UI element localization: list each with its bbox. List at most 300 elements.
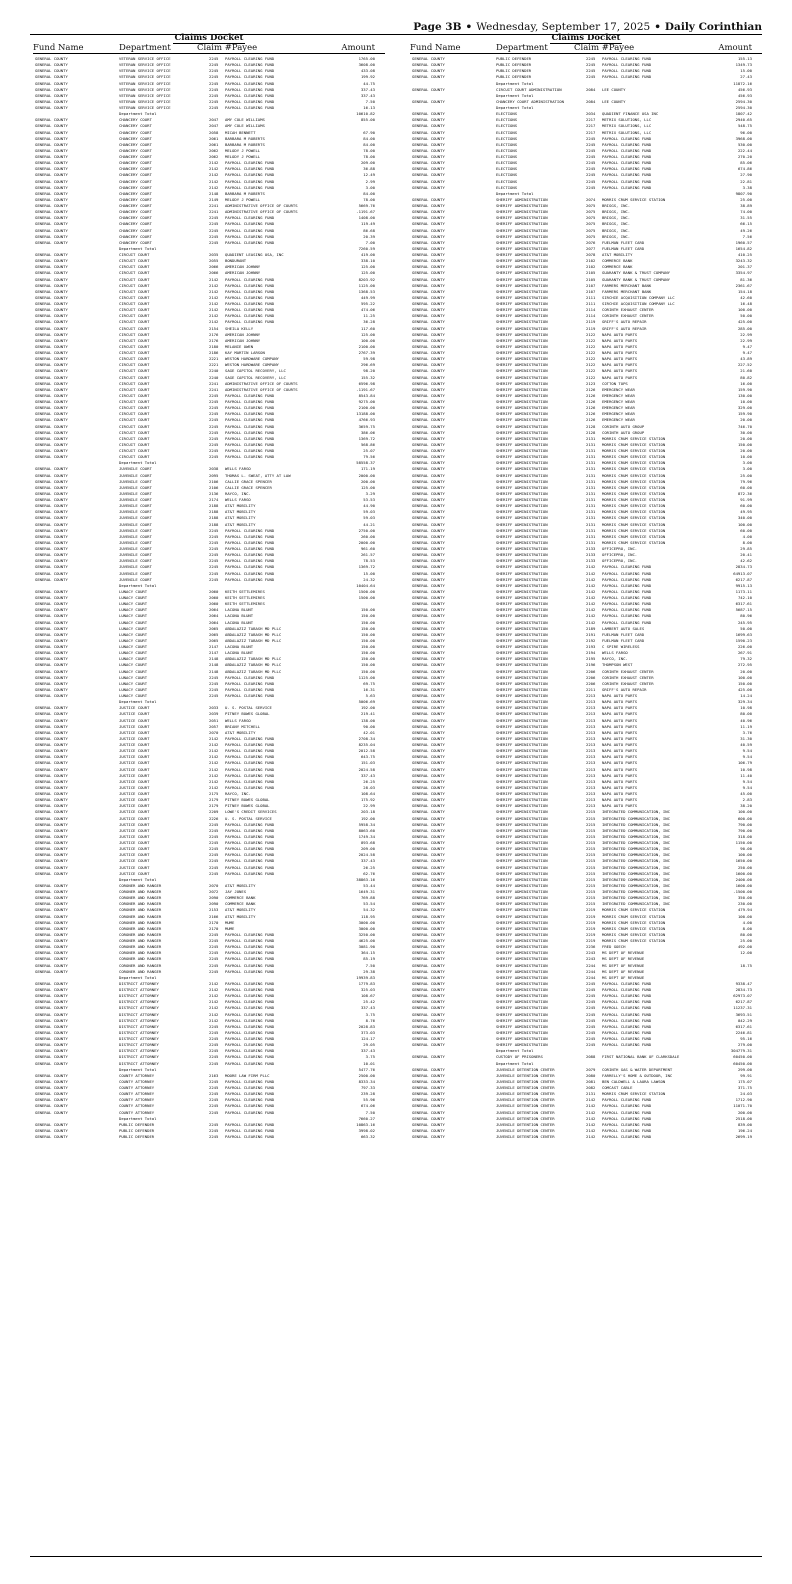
- claim-amount: 100.00: [360, 337, 375, 343]
- claim-amount: 100.00: [737, 852, 752, 858]
- claim-amount: 12.49: [363, 172, 375, 178]
- claim-number: 2106: [209, 478, 219, 484]
- payee-name: FARRELLY'S HOME & OUTDOOR, INC: [602, 1072, 673, 1078]
- department-total-label: Department Total: [496, 190, 534, 196]
- department-name: SHERIFF ADMINISTRATION: [496, 215, 548, 221]
- claim-number: 2245: [586, 184, 596, 190]
- claim-amount: 95.16: [740, 1036, 752, 1041]
- claim-number: 2245: [209, 821, 219, 827]
- department-name: CIRCUIT COURT: [119, 423, 150, 429]
- claim-amount: -1191.67: [356, 386, 375, 392]
- payee-name: QUADIENT LEASING USA, INC: [225, 252, 284, 257]
- fund-name: GENERAL COUNTY: [35, 980, 68, 986]
- fund-name: GENERAL COUNTY: [35, 356, 68, 362]
- department-name: SHERIFF ADMINISTRATION: [496, 417, 548, 423]
- fund-name: GENERAL COUNTY: [412, 950, 445, 956]
- claim-number: 2142: [586, 1115, 596, 1121]
- claim-number: 2245: [586, 993, 596, 999]
- right-claims-list: [410, 56, 762, 1140]
- claim-number: 2213: [586, 717, 596, 723]
- claim-amount: 20.00: [740, 417, 752, 423]
- claim-amount: 125.00: [360, 270, 375, 276]
- payee-name: MORRIS CRUM SERVICE STATION: [602, 454, 666, 460]
- fund-name: GENERAL COUNTY: [35, 748, 68, 754]
- payee-name: INTEGRATED COMMUNICATION, INC: [602, 889, 670, 894]
- payee-name: NAPA AUTO PARTS: [602, 717, 638, 723]
- fund-name: GENERAL COUNTY: [35, 215, 68, 221]
- fund-name: GENERAL COUNTY: [412, 252, 445, 257]
- department-name: JUSTICE COURT: [119, 852, 150, 858]
- payee-name: MS DEPT OF REVENUE: [602, 950, 645, 956]
- fund-name: GENERAL COUNTY: [412, 956, 445, 962]
- department-total-amount: 456.93: [737, 92, 752, 98]
- payee-name: GRIFF'S AUTO REPAIR: [602, 686, 647, 692]
- department-name: CIRCUIT COURT: [119, 325, 150, 331]
- department-name: LUNACY COURT: [119, 613, 148, 619]
- department-name: DISTRICT ATTORNEY: [119, 1005, 159, 1011]
- fund-name: GENERAL COUNTY: [412, 576, 445, 582]
- claim-amount: 449.99: [360, 294, 375, 300]
- fund-name: GENERAL COUNTY: [35, 448, 68, 453]
- claim-number: 2142: [209, 760, 219, 766]
- claim-number: 2245: [209, 576, 219, 582]
- department-name: CIRCUIT COURT: [119, 264, 150, 270]
- claim-number: 2065: [209, 637, 219, 643]
- claim-number: 2090: [209, 895, 219, 901]
- claim-number: 2148: [209, 656, 219, 662]
- claim-number: 2131: [586, 533, 596, 539]
- claim-number: 2189: [586, 625, 596, 631]
- fund-name: GENERAL COUNTY: [412, 331, 445, 337]
- department-name: SHERIFF ADMINISTRATION: [496, 729, 548, 735]
- payee-name: COMCAST CABLE: [602, 1085, 633, 1090]
- claim-number: 2174: [209, 497, 219, 502]
- department-total-amount: 58558.37: [356, 460, 375, 466]
- claim-number: 2219: [586, 925, 596, 931]
- fund-name: GENERAL COUNTY: [412, 160, 445, 166]
- claim-number: 2245: [209, 870, 219, 876]
- fund-name: GENERAL COUNTY: [35, 717, 68, 723]
- fund-name: GENERAL COUNTY: [35, 1005, 68, 1011]
- payee-name: PAYROLL CLEARING FUND: [225, 423, 275, 429]
- claim-amount: 1699.63: [735, 631, 752, 637]
- department-name: CHANCERY COURT: [119, 203, 152, 208]
- fund-name: GENERAL COUNTY: [35, 686, 68, 692]
- claim-number: 2245: [209, 1042, 219, 1048]
- claim-amount: 1600.00: [735, 870, 752, 876]
- payee-name: PAYROLL CLEARING FUND: [602, 1109, 652, 1115]
- payee-name: PAYROLL CLEARING FUND: [225, 533, 275, 539]
- payee-name: PAYROLL CLEARING FUND: [225, 938, 275, 943]
- claim-number: 2070: [209, 882, 219, 888]
- fund-name: GENERAL COUNTY: [412, 509, 445, 515]
- claim-number: 2061: [209, 141, 219, 147]
- fund-name: GENERAL COUNTY: [35, 484, 68, 490]
- payee-name: MICAH BENNETT: [225, 129, 256, 135]
- fund-name: GENERAL COUNTY: [35, 227, 68, 233]
- department-name: JUSTICE COURT: [119, 815, 150, 821]
- fund-name: GENERAL COUNTY: [412, 319, 445, 325]
- payee-name: PAYROLL CLEARING FUND: [602, 1005, 652, 1011]
- fund-name: GENERAL COUNTY: [412, 987, 445, 992]
- department-name: JUSTICE COURT: [119, 766, 150, 772]
- fund-name: GENERAL COUNTY: [35, 999, 68, 1005]
- fund-name: GENERAL COUNTY: [35, 950, 68, 956]
- claim-number: 2215: [586, 870, 596, 876]
- department-name: SHERIFF ADMINISTRATION: [496, 552, 548, 558]
- claim-amount: 7.50: [365, 1109, 375, 1115]
- fund-name: GENERAL COUNTY: [412, 478, 445, 484]
- payee-name: NAPA AUTO PARTS: [602, 766, 638, 772]
- fund-name: GENERAL COUNTY: [35, 435, 68, 441]
- department-name: JUVENILE COURT: [119, 527, 152, 533]
- payee-name: PAYROLL CLEARING FUND: [225, 454, 275, 460]
- department-name: SHERIFF ADMINISTRATION: [496, 742, 548, 747]
- payee-name: PAYROLL CLEARING FUND: [602, 570, 652, 576]
- claim-amount: 219.41: [360, 711, 375, 717]
- claim-number: 2215: [586, 809, 596, 815]
- claim-number: 2131: [586, 539, 596, 545]
- fund-name: GENERAL COUNTY: [35, 117, 68, 123]
- claim-amount: 91.99: [740, 497, 752, 502]
- claim-number: 2206: [586, 680, 596, 686]
- department-name: VETERAN SERVICE OFFICE: [119, 98, 171, 104]
- claim-number: 2196: [586, 662, 596, 668]
- fund-name: GENERAL COUNTY: [412, 178, 445, 184]
- claim-number: 2245: [586, 1017, 596, 1023]
- fund-name: GENERAL COUNTY: [412, 380, 445, 386]
- department-name: SHERIFF ADMINISTRATION: [496, 576, 548, 582]
- claim-amount: 78.00: [363, 147, 375, 153]
- claim-amount: 86.68: [363, 227, 375, 233]
- payee-name: PAYROLL CLEARING FUND: [602, 1115, 652, 1121]
- fund-name: GENERAL COUNTY: [35, 307, 68, 313]
- claim-number: 2122: [586, 337, 596, 343]
- payee-name: PAYROLL CLEARING FUND: [602, 993, 652, 999]
- payee-name: SIRCHIE ACQUISITION COMPANY LLC: [602, 301, 675, 306]
- fund-name: GENERAL COUNTY: [35, 791, 68, 796]
- claim-amount: -1500.00: [733, 889, 752, 894]
- fund-name: GENERAL COUNTY: [412, 68, 445, 74]
- department-total-amount: 11872.16: [733, 80, 752, 86]
- payee-name: NAPA AUTO PARTS: [602, 760, 638, 766]
- fund-name: GENERAL COUNTY: [35, 601, 68, 607]
- fund-name: GENERAL COUNTY: [412, 784, 445, 790]
- claim-amount: 456.93: [737, 86, 752, 92]
- department-name: COUNTY ATTORNEY: [119, 1078, 155, 1084]
- claim-amount: 548.75: [737, 123, 752, 129]
- fund-name: GENERAL COUNTY: [35, 172, 68, 178]
- claim-amount: 209.00: [360, 846, 375, 852]
- claim-amount: 872.36: [737, 490, 752, 496]
- fund-name: GENERAL COUNTY: [35, 1109, 68, 1115]
- department-total-amount: 2594.30: [735, 105, 752, 110]
- claim-amount: 150.00: [737, 441, 752, 447]
- payee-name: PAYROLL CLEARING FUND: [225, 221, 275, 227]
- payee-name: INTEGRATED COMMUNICATION, INC: [602, 901, 670, 907]
- claim-number: 2142: [209, 766, 219, 772]
- payee-name: AT&T MOBILITY: [602, 252, 633, 257]
- claim-number: 2245: [586, 1042, 596, 1048]
- department-name: SHERIFF ADMINISTRATION: [496, 754, 548, 760]
- department-name: SHERIFF ADMINISTRATION: [496, 362, 548, 368]
- claim-number: 2075: [586, 221, 596, 227]
- payee-name: PAYROLL CLEARING FUND: [225, 846, 275, 852]
- department-name: CIRCUIT COURT: [119, 319, 150, 325]
- department-name: SHERIFF ADMINISTRATION: [496, 637, 548, 643]
- department-name: CIRCUIT COURT: [119, 392, 150, 398]
- department-total-label: Department Total: [496, 92, 534, 98]
- claim-number: 2215: [586, 833, 596, 839]
- fund-name: GENERAL COUNTY: [412, 98, 445, 104]
- payee-name: PAYROLL CLEARING FUND: [225, 987, 275, 992]
- department-name: LUNACY COURT: [119, 595, 148, 600]
- payee-name: PAYROLL CLEARING FUND: [225, 944, 275, 950]
- payee-name: LACONA BLUNT: [225, 607, 254, 613]
- payee-name: PAYROLL CLEARING FUND: [225, 546, 275, 551]
- claim-amount: 337.43: [360, 858, 375, 864]
- department-name: SHERIFF ADMINISTRATION: [496, 294, 548, 300]
- claim-amount: 154.18: [737, 288, 752, 294]
- fund-name: GENERAL COUNTY: [412, 1011, 445, 1017]
- claim-number: 2194: [586, 650, 596, 656]
- department-total-amount: 38863.16: [356, 876, 375, 882]
- payee-name: ABDALAZIZ TABASH MD PLLC: [225, 631, 282, 637]
- payee-name: PAYROLL CLEARING FUND: [225, 686, 275, 692]
- claim-number: 2142: [209, 993, 219, 999]
- department-name: SHERIFF ADMINISTRATION: [496, 301, 548, 306]
- payee-name: PITNEY BOWES GLOBAL: [225, 797, 270, 803]
- claim-number: 2245: [209, 552, 219, 558]
- claim-number: 2142: [209, 319, 219, 325]
- fund-name: GENERAL COUNTY: [35, 564, 68, 570]
- fund-name: GENERAL COUNTY: [412, 258, 445, 264]
- department-name: CIRCUIT COURT: [119, 313, 150, 319]
- fund-name-header: Fund Name: [33, 43, 84, 53]
- claim-amount: 239.28: [360, 1091, 375, 1097]
- claim-number: 2119: [586, 325, 596, 331]
- payee-name: PAYROLL CLEARING FUND: [225, 62, 275, 68]
- claim-amount: 150.00: [737, 680, 752, 686]
- claim-amount: 1960.57: [735, 239, 752, 245]
- payee-name: KEITH SETTLEMIRES: [225, 601, 265, 607]
- fund-name: GENERAL COUNTY: [35, 325, 68, 331]
- claim-amount: 150.00: [360, 625, 375, 631]
- claim-amount: 9275.00: [358, 399, 375, 404]
- claim-number: 2245: [209, 1109, 219, 1115]
- department-name: ELECTIONS: [496, 172, 518, 178]
- fund-name: GENERAL COUNTY: [412, 454, 445, 460]
- claim-number: 2142: [586, 613, 596, 619]
- department-name: CIRCUIT COURT: [119, 380, 150, 386]
- payee-name: MORRIS CRUM SERVICE STATION: [602, 925, 666, 931]
- claim-number: 2131: [586, 509, 596, 515]
- department-name: CHANCERY COURT: [119, 141, 152, 147]
- payee-name: NAPA AUTO PARTS: [602, 331, 638, 337]
- fund-name: GENERAL COUNTY: [412, 588, 445, 594]
- claim-amount: 74.00: [740, 209, 752, 215]
- claim-amount: 16.31: [363, 686, 375, 692]
- payee-name: PAYROLL CLEARING FUND: [225, 784, 275, 790]
- publication-date: Wednesday, September 17, 2025: [476, 21, 651, 33]
- department-name: CIRCUIT COURT: [119, 350, 150, 355]
- claim-number: 2241: [209, 209, 219, 215]
- fund-name: GENERAL COUNTY: [412, 1029, 445, 1035]
- department-name: COUNTY ATTORNEY: [119, 1085, 155, 1090]
- fund-name: GENERAL COUNTY: [412, 1115, 445, 1121]
- department-name: SHERIFF ADMINISTRATION: [496, 840, 548, 845]
- fund-name: GENERAL COUNTY: [412, 674, 445, 680]
- claim-amount: 8203.92: [358, 276, 375, 282]
- fund-name: GENERAL COUNTY: [35, 490, 68, 496]
- department-name: JUSTICE COURT: [119, 858, 150, 864]
- department-name: SHERIFF ADMINISTRATION: [496, 570, 548, 576]
- fund-name: GENERAL COUNTY: [412, 1127, 445, 1133]
- claim-amount: 5958.34: [358, 821, 375, 827]
- claim-number: 2245: [209, 527, 219, 533]
- department-name: PUBLIC DEFENDER: [496, 68, 532, 74]
- department-name: CHANCERY COURT: [119, 184, 152, 190]
- claim-number: 2179: [209, 803, 219, 809]
- payee-name: PAYROLL CLEARING FUND: [225, 1091, 275, 1097]
- department-name: LUNACY COURT: [119, 650, 148, 656]
- claim-number: 2245: [209, 227, 219, 233]
- claim-amount: 55.96: [363, 1097, 375, 1103]
- department-name: VETERAN SERVICE OFFICE: [119, 80, 171, 86]
- payee-name: PAYROLL CLEARING FUND: [225, 840, 275, 845]
- claim-amount: 45.00: [740, 791, 752, 796]
- fund-name: GENERAL COUNTY: [412, 913, 445, 919]
- claim-number: 2131: [586, 466, 596, 472]
- payee-name: PAYROLL CLEARING FUND: [602, 1121, 652, 1127]
- fund-name: GENERAL COUNTY: [35, 619, 68, 625]
- fund-name: GENERAL COUNTY: [35, 417, 68, 423]
- claim-number: 2179: [209, 797, 219, 803]
- claim-number: 2142: [586, 1121, 596, 1127]
- payee-name: PAYROLL CLEARING FUND: [225, 239, 275, 245]
- department-name: SHERIFF ADMINISTRATION: [496, 650, 548, 656]
- payee-name: PAYROLL CLEARING FUND: [225, 399, 275, 404]
- claim-number: 2061: [209, 135, 219, 141]
- department-name: CIRCUIT COURT: [119, 429, 150, 435]
- payee-name: PAYROLL CLEARING FUND: [225, 1011, 275, 1017]
- payee-name: INTEGRATED COMMUNICATION, INC: [602, 833, 670, 839]
- payee-name: PAYROLL CLEARING FUND: [225, 215, 275, 221]
- department-name: PUBLIC DEFENDER: [496, 74, 532, 80]
- claim-amount: 67.90: [363, 129, 375, 135]
- department-name: SHERIFF ADMINISTRATION: [496, 435, 548, 441]
- fund-name: GENERAL COUNTY: [412, 411, 445, 417]
- claim-number: 2122: [586, 356, 596, 362]
- department-name: CORONER AND RANGER: [119, 944, 162, 950]
- claim-amount: 108.67: [360, 993, 375, 999]
- department-name: JUVENILE DETENTION CENTER: [496, 1091, 555, 1097]
- claim-amount: 42.60: [740, 294, 752, 300]
- fund-name: GENERAL COUNTY: [412, 1085, 445, 1090]
- fund-name: GENERAL COUNTY: [412, 288, 445, 294]
- payee-name: NAPA AUTO PARTS: [602, 735, 638, 741]
- department-name: CIRCUIT COURT: [119, 276, 150, 282]
- claim-amount: 674.06: [360, 1103, 375, 1109]
- claim-number: 2215: [586, 876, 596, 882]
- claim-amount: 90.00: [740, 846, 752, 852]
- department-name: SHERIFF ADMINISTRATION: [496, 588, 548, 594]
- claim-amount: 10.00: [740, 454, 752, 460]
- fund-name: GENERAL COUNTY: [412, 135, 445, 141]
- payee-name: PAYROLL CLEARING FUND: [225, 827, 275, 833]
- claim-amount: 60.00: [740, 503, 752, 509]
- department-name: SHERIFF ADMINISTRATION: [496, 987, 548, 992]
- payee-name: PAYROLL CLEARING FUND: [225, 1017, 275, 1023]
- claim-amount: 419.00: [360, 252, 375, 257]
- fund-name: GENERAL COUNTY: [35, 993, 68, 999]
- claim-number: 2245: [209, 1078, 219, 1084]
- department-name: SHERIFF ADMINISTRATION: [496, 938, 548, 943]
- claim-number: 2142: [209, 160, 219, 166]
- department-name: ELECTIONS: [496, 117, 518, 123]
- fund-name: GENERAL COUNTY: [412, 595, 445, 600]
- claim-number: 2188: [209, 515, 219, 521]
- department-name: JUSTICE COURT: [119, 803, 150, 809]
- payee-name: MORRIS CRUM SERVICE STATION: [602, 907, 666, 913]
- claim-amount: 893.68: [360, 840, 375, 845]
- claim-number: 2241: [209, 380, 219, 386]
- claim-amount: 78.00: [363, 196, 375, 202]
- department-name: JUVENILE COURT: [119, 478, 152, 484]
- claim-amount: 60.00: [740, 484, 752, 490]
- claim-number: 2153: [209, 907, 219, 913]
- claim-number: 2142: [209, 166, 219, 172]
- fund-name: GENERAL COUNTY: [35, 754, 68, 760]
- payee-name: NAPA AUTO PARTS: [602, 350, 638, 355]
- fund-name: GENERAL COUNTY: [412, 239, 445, 245]
- left-claims-list: [33, 56, 385, 1140]
- department-name: CHANCERY COURT: [119, 166, 152, 172]
- department-name: CIRCUIT COURT: [119, 343, 150, 349]
- department-name: SHERIFF ADMINISTRATION: [496, 748, 548, 754]
- payee-name: MORRIS CRUM SERVICE STATION: [602, 533, 666, 539]
- department-name: SHERIFF ADMINISTRATION: [496, 919, 548, 925]
- payee-name: EMERGENCY WEAR: [602, 386, 635, 392]
- payee-name: PAYROLL CLEARING FUND: [602, 1036, 652, 1041]
- fund-name: GENERAL COUNTY: [35, 301, 68, 306]
- department-total-label: Department Total: [496, 1048, 534, 1054]
- fund-name: GENERAL COUNTY: [35, 527, 68, 533]
- fund-name: GENERAL COUNTY: [412, 625, 445, 631]
- claim-number: 2105: [586, 276, 596, 282]
- claim-number: 2213: [586, 735, 596, 741]
- payee-name: LACONA BLUNT: [225, 650, 254, 656]
- claim-amount: 150.00: [360, 613, 375, 619]
- claim-amount: 10.98: [740, 705, 752, 711]
- claim-number: 2245: [209, 674, 219, 680]
- claim-number: 2245: [209, 1036, 219, 1041]
- department-name: LUNACY COURT: [119, 656, 148, 662]
- department-name: JUVENILE DETENTION CENTER: [496, 1115, 555, 1121]
- department-total-label: Department Total: [119, 876, 157, 882]
- claim-number: 2047: [209, 117, 219, 123]
- department-name: SHERIFF ADMINISTRATION: [496, 644, 548, 649]
- claim-amount: 106.79: [737, 760, 752, 766]
- claim-number: 2142: [209, 980, 219, 986]
- payee-name: NAPA AUTO PARTS: [602, 803, 638, 809]
- payee-name: PAYROLL CLEARING FUND: [602, 588, 652, 594]
- claim-number: 2142: [209, 1005, 219, 1011]
- department-total-amount: 19939.83: [356, 974, 375, 980]
- claim-number: 2245: [209, 1023, 219, 1029]
- department-name: SHERIFF ADMINISTRATION: [496, 631, 548, 637]
- claim-amount: 8.76: [365, 1017, 375, 1023]
